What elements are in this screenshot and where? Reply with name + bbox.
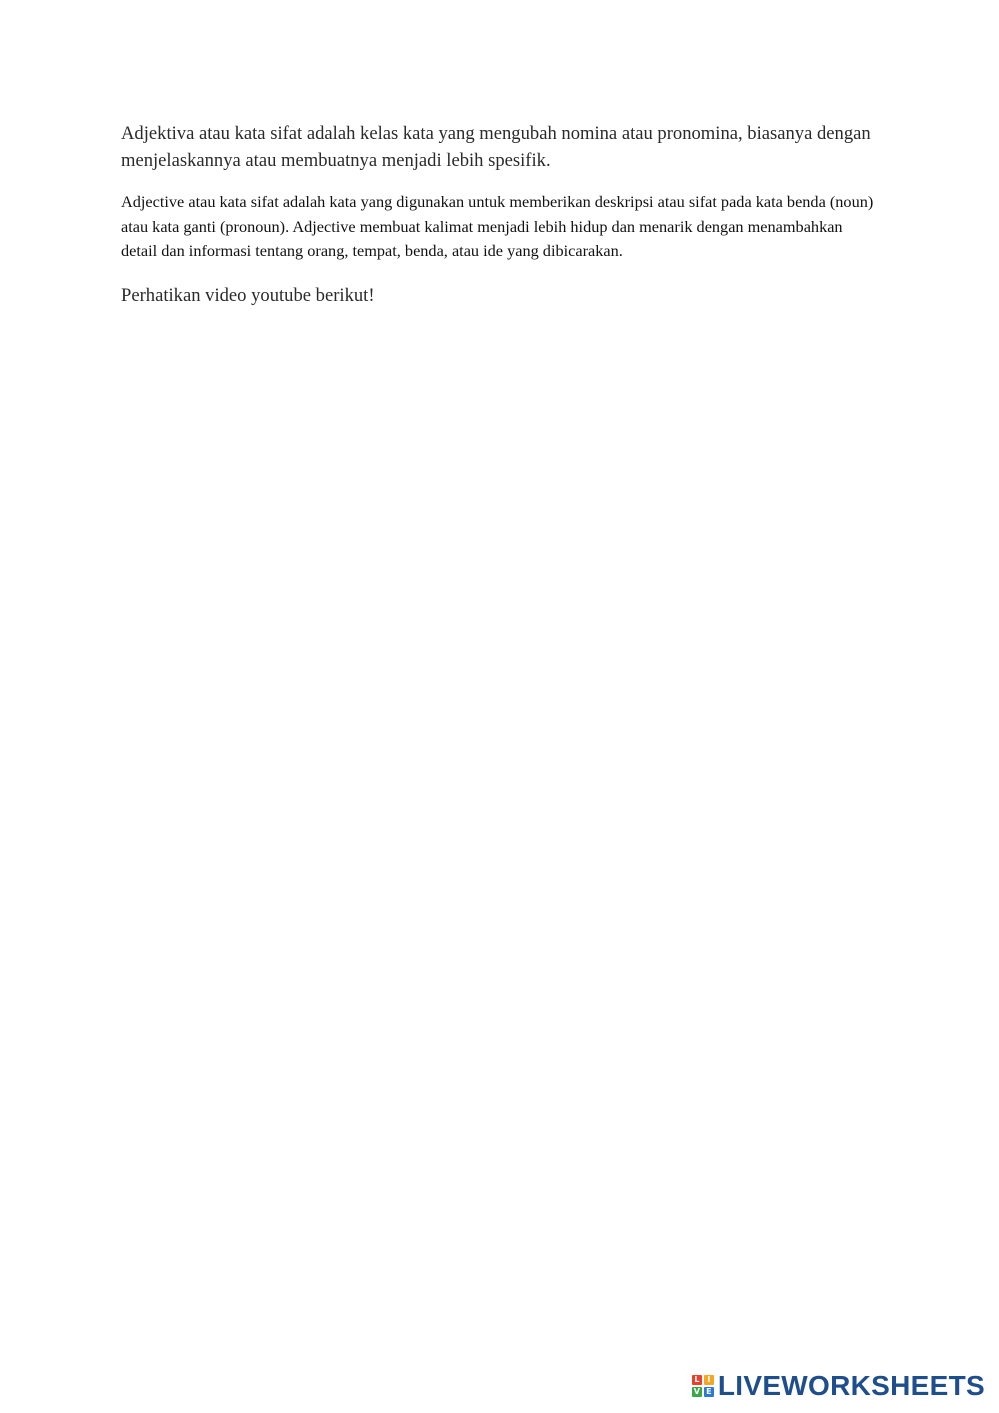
liveworksheets-logo-icon bbox=[692, 1375, 714, 1397]
liveworksheets-logo bbox=[692, 1371, 985, 1401]
logo-letter-e: E bbox=[704, 1387, 714, 1397]
logo-letter-i: I bbox=[704, 1375, 714, 1385]
paragraph-definition-adjektiva: Adjektiva atau kata sifat adalah kelas kata yang mengubah nomina atau pronomina, biasanya dengan menjelaskannya atau membuatnya menjadi lebih spesifik. bbox=[121, 123, 871, 171]
liveworksheets-logo-text: LIVEWORKSHEETS bbox=[717, 1370, 985, 1401]
paragraph-definition-adjective: Adjective atau kata sifat adalah kata yang digunakan untuk memberikan deskripsi atau sifat pada kata benda (noun) atau kata ganti (pronoun). Adjective membuat kalimat menjadi lebih hidup dan menarik dengan menambahkan detail dan informasi tentang orang, tempat, benda, atau ide yang dibicarakan. bbox=[121, 192, 874, 260]
logo-letter-v: V bbox=[693, 1387, 700, 1396]
worksheet-content bbox=[121, 120, 881, 309]
paragraph-instruction: Perhatikan video youtube berikut! bbox=[121, 284, 375, 306]
logo-letter-l: L bbox=[692, 1375, 702, 1385]
